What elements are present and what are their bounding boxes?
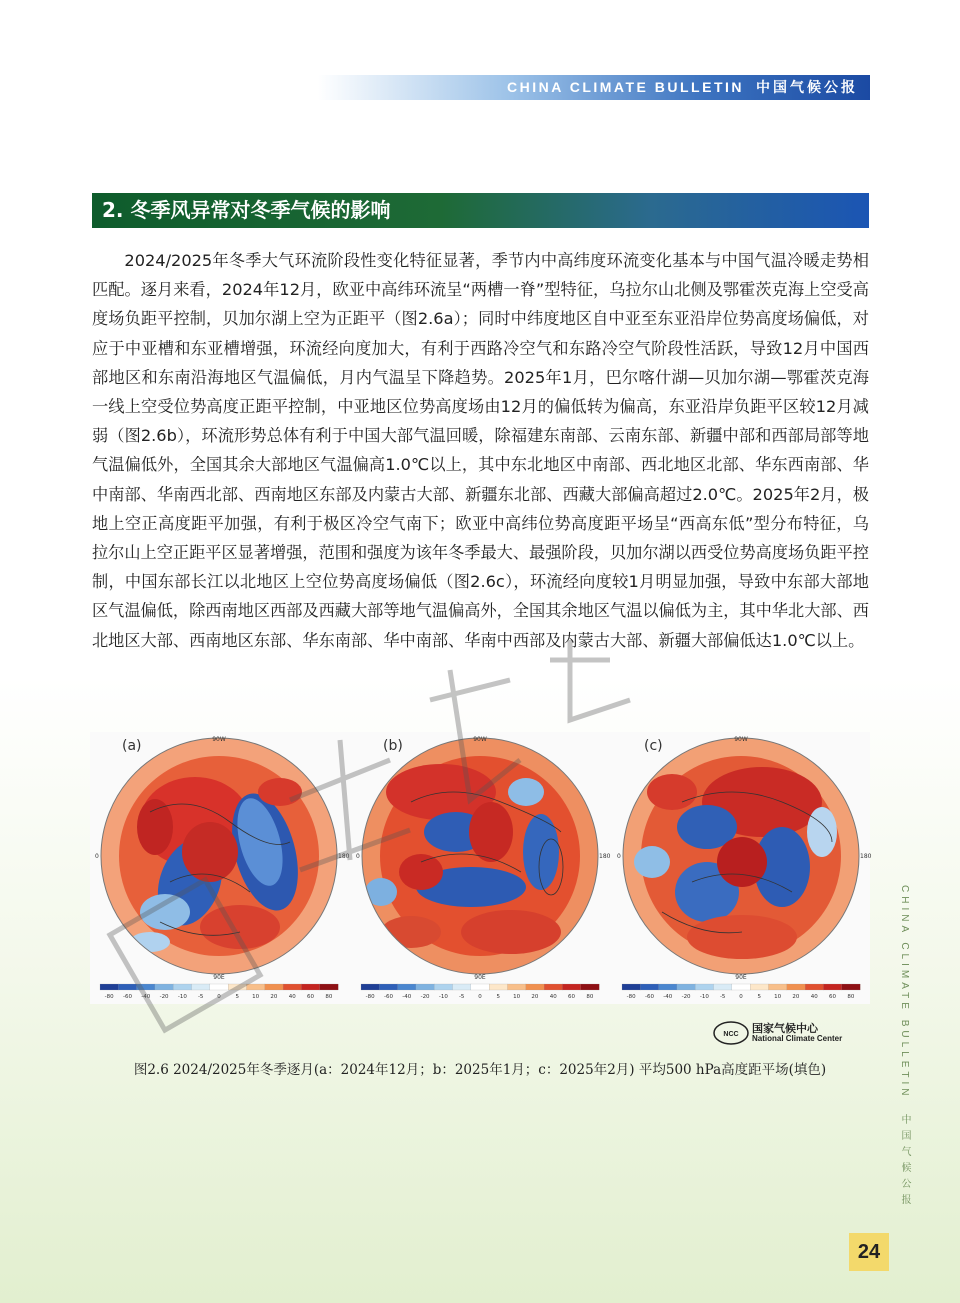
colorbar-swatch: [677, 984, 696, 990]
map-c-label-bottom: 90E: [735, 974, 747, 981]
colorbar-swatch: [714, 984, 733, 990]
colorbar-tick-label: -40: [663, 994, 673, 1000]
map-panel-b: [351, 732, 609, 1004]
map-b-label-left: 0: [356, 853, 360, 860]
colorbar-tick-label: 60: [307, 994, 315, 1000]
map-c-label-top: 90W: [734, 736, 748, 743]
colorbar-tick-label: 20: [270, 994, 278, 1000]
map-a-label-bottom: 90E: [213, 974, 225, 981]
colorbar-tick-label: 5: [496, 994, 501, 1000]
colorbar-tick-label: 5: [235, 994, 240, 1000]
colorbar-tick-label: -20: [681, 994, 691, 1000]
colorbar-swatch: [732, 984, 751, 990]
colorbar-swatch: [581, 984, 600, 990]
colorbar-swatch: [265, 984, 284, 990]
map-panel-c: [612, 732, 870, 1004]
colorbar-tick-label: -40: [141, 994, 151, 1000]
colorbar-swatch: [434, 984, 453, 990]
map-c-svg: [612, 732, 870, 1004]
body-paragraph: 2024/2025年冬季大气环流阶段性变化特征显著，季节内中高纬度环流变化基本与中国气温冷暖走势相匹配。逐月来看，2024年12月，欧亚中高纬环流呈“两槽一脊”型特征，乌拉尔山北侧及鄂霍茨克海上空受高度场负距平控制，贝加尔湖上空为正距平（图2.6a）；同时中纬度地区自中亚至东亚沿岸位势高度场偏低，对应于中亚槽和东亚槽增强，环流经向度加大，有利于西路冷空气和东路冷空气阶段性活跃，导致12月中国西部地区和东南沿海地区气温偏低，月内气温呈下降趋势。2025年1月，巴尔喀什湖—贝加尔湖—鄂霍茨克海一线上空受位势高度正距平控制，中亚地区位势高度场由12月的偏低转为偏高，东亚沿岸负距平区较12月减弱（图2.6b），环流形势总体有利于中国大部气温回暖，除福建东南部、云南东部、新疆中部和西部局部等地气温偏低外，全国其余大部地区气温偏高1.0℃以上，其中东北地区中南部、西北地区北部、华东西南部、华中南部、华南西北部、西南地区东部及内蒙古大部、新疆东北部、西藏大部偏高超过2.0℃。2025年2月，极地上空正高度距平加强，有利于极区冷空气南下；欧亚中高纬位势高度距平场呈“西高东低”型分布特征，乌拉尔山上空正距平区显著增强，范围和强度为该年冬季最大、最强阶段，贝加尔湖以西受位势高度场负距平控制，中国东部长江以北地区上空位势高度场偏低（图2.6c），环流经向度较1月明显加强，导致中东部大部地区气温偏低，除西南地区西部及西藏大部等地气温偏高外，全国其余地区气温以偏低为主，其中华北大部、西北地区大部、西南地区东部、华东南部、华中南部、华南中西部及内蒙古大部、新疆大部偏低达1.0℃以上。: [92, 251, 869, 650]
colorbar-swatch: [283, 984, 302, 990]
colorbar-tick-label: -60: [122, 994, 132, 1000]
colorbar-tick-label: 0: [739, 994, 743, 1000]
colorbar-tick-label: 10: [513, 994, 521, 1000]
colorbar-c: [622, 984, 860, 1000]
colorbar-a: [100, 984, 338, 1000]
colorbar-tick-label: -5: [458, 994, 465, 1000]
map-b-label-right: 180: [599, 853, 611, 860]
colorbar-tick-label: 20: [792, 994, 800, 1000]
colorbar-tick-label: -40: [402, 994, 412, 1000]
colorbar-swatch: [659, 984, 678, 990]
map-b-label-bottom: 90E: [474, 974, 486, 981]
colorbar-swatch: [787, 984, 806, 990]
colorbar-tick-label: 5: [757, 994, 762, 1000]
colorbar-swatch: [320, 984, 339, 990]
colorbar-swatch: [768, 984, 787, 990]
colorbar-tick-label: -10: [438, 994, 448, 1000]
panel-label-b: (b): [383, 738, 403, 754]
colorbar-tick-label: 80: [586, 994, 594, 1000]
colorbar-tick-label: -5: [719, 994, 726, 1000]
ncc-logo: [712, 1020, 750, 1046]
colorbar-tick-label: -60: [644, 994, 654, 1000]
colorbar-swatch: [544, 984, 563, 990]
map-c-label-right: 180: [860, 853, 872, 860]
colorbar-tick-label: -5: [197, 994, 204, 1000]
colorbar-b: [361, 984, 599, 1000]
colorbar-swatch: [379, 984, 398, 990]
panel-label-c: (c): [644, 738, 663, 754]
colorbar-swatch: [246, 984, 265, 990]
figure-caption: 图2.6 2024/2025年冬季逐月(a：2024年12月；b：2025年1月；c：2025年2月) 平均500 hPa高度距平场(填色): [133, 1062, 827, 1078]
ncc-name-zh: 国家气候中心: [752, 1022, 818, 1035]
colorbar-swatch: [192, 984, 211, 990]
side-title-en: CHINA CLIMATE BULLETIN: [899, 885, 910, 1100]
header-band: [318, 75, 870, 100]
colorbar-tick-label: -60: [383, 994, 393, 1000]
section-title: 2. 冬季风异常对冬季气候的影响: [102, 198, 391, 222]
colorbar-swatch: [361, 984, 380, 990]
colorbar-swatch: [100, 984, 119, 990]
section-bar: [92, 193, 869, 228]
header-title-en: CHINA CLIMATE BULLETIN: [507, 79, 744, 95]
colorbar-swatch: [471, 984, 490, 990]
colorbar-swatch: [805, 984, 824, 990]
colorbar-swatch: [622, 984, 641, 990]
map-c-label-left: 0: [617, 853, 621, 860]
colorbar-swatch: [118, 984, 137, 990]
colorbar-tick-label: 40: [549, 994, 557, 1000]
map-a-label-right: 180: [338, 853, 350, 860]
map-b-label-top: 90W: [473, 736, 487, 743]
colorbar-tick-label: 80: [847, 994, 855, 1000]
colorbar-tick-label: -80: [104, 994, 114, 1000]
colorbar-tick-label: 10: [252, 994, 260, 1000]
colorbar-swatch: [155, 984, 174, 990]
colorbar-tick-label: 20: [531, 994, 539, 1000]
colorbar-tick-label: 60: [829, 994, 837, 1000]
colorbar-swatch: [137, 984, 156, 990]
colorbar-tick-label: -80: [626, 994, 636, 1000]
page-number: 24: [857, 1241, 881, 1263]
colorbar-tick-label: 40: [288, 994, 296, 1000]
colorbar-swatch: [640, 984, 659, 990]
ncc-name-en: National Climate Center: [752, 1034, 843, 1043]
colorbar-swatch: [489, 984, 508, 990]
colorbar-tick-label: -10: [177, 994, 187, 1000]
colorbar-tick-label: 60: [568, 994, 576, 1000]
colorbar-tick-label: 10: [774, 994, 782, 1000]
colorbar-swatch: [398, 984, 417, 990]
figure-2-6: [90, 732, 870, 1004]
colorbar-tick-label: 0: [217, 994, 221, 1000]
map-b-svg: [351, 732, 609, 1004]
colorbar-swatch: [842, 984, 861, 990]
side-running-title: [892, 885, 912, 1240]
panel-label-a: (a): [122, 738, 142, 754]
header-title-zh: 中国气候公报: [756, 80, 858, 96]
colorbar-swatch: [695, 984, 714, 990]
colorbar-swatch: [228, 984, 247, 990]
colorbar-swatch: [416, 984, 435, 990]
side-title-zh: 中国气候公报: [899, 1113, 910, 1210]
map-a-label-top: 90W: [212, 736, 226, 743]
colorbar-swatch: [823, 984, 842, 990]
colorbar-tick-label: -20: [159, 994, 169, 1000]
map-a-label-left: 0: [95, 853, 99, 860]
colorbar-swatch: [453, 984, 472, 990]
colorbar-swatch: [562, 984, 581, 990]
colorbar-tick-label: -10: [699, 994, 709, 1000]
colorbar-tick-label: 0: [478, 994, 482, 1000]
map-a-svg: [90, 732, 348, 1004]
colorbar-tick-label: -80: [365, 994, 375, 1000]
colorbar-swatch: [750, 984, 769, 990]
map-panel-a: [90, 732, 348, 1004]
page-number-box: [849, 1233, 889, 1271]
colorbar-tick-label: 40: [810, 994, 818, 1000]
colorbar-swatch: [301, 984, 320, 990]
svg-text:NCC: NCC: [723, 1031, 739, 1038]
colorbar-swatch: [173, 984, 192, 990]
colorbar-swatch: [507, 984, 526, 990]
header-title: [507, 75, 858, 100]
colorbar-tick-label: 80: [325, 994, 333, 1000]
colorbar-tick-label: -20: [420, 994, 430, 1000]
colorbar-swatch: [526, 984, 545, 990]
colorbar-swatch: [210, 984, 229, 990]
